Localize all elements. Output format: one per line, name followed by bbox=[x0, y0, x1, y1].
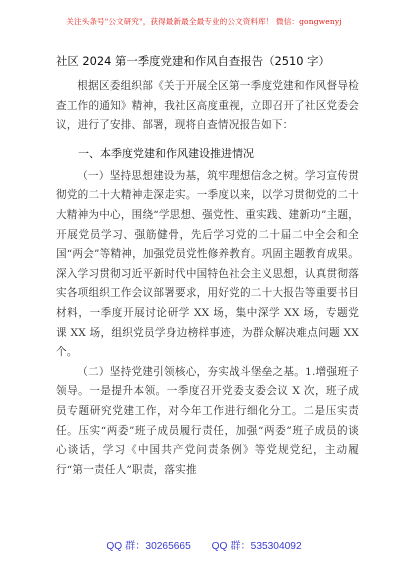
document-body bbox=[56, 53, 359, 480]
body-paragraph-1: （一）坚持思想建设为基，筑牢理想信念之树。学习宣传贯彻党的二十大精神走深走实。一季度以来，以学习贯彻党的二十大精神为中心，围绕“学思想、强党性、重实践、建新功”主题，开展党员学习、强筋健骨，先后学习党的二十届二中全会和全国“两会”等精神，加强党员党性修养教育。巩固主题教育成果。深入学习贯彻习近平新时代中国特色社会主义思想，认真贯彻落实各项组织工作会议部署要求，用好党的二十大报告等重要书目材料，一季度开展讨论研学 XX 场，集中深学 XX 场，专题党课 XX 场，组织党员学身边榜样事迹，为群众解决难点问题 XX 个。 bbox=[56, 169, 359, 359]
document-title: 社区 2024 第一季度党建和作风自查报告（2510 字） bbox=[56, 54, 330, 68]
promo-banner: 关注头条号"公文研究"，获得最新最全最专业的公文资料库！ 微信：gongwenyj bbox=[66, 17, 342, 26]
footer-qq-group-1: QQ 群：30265665 bbox=[106, 541, 191, 552]
footer bbox=[0, 537, 408, 552]
footer-qq-group-2: QQ 群：535304092 bbox=[211, 541, 302, 552]
section-heading: 一、本季度党建和作风建设推进情况 bbox=[78, 146, 254, 160]
body-paragraph-2: （二）坚持党建引领核心，夯实战斗堡垒之基。1.增强班子领导。一是提升本领。一季度召开党委支委会议 X 次，班子成员专题研究党建工作，对今年工作进行细化分工。二是压实责任。压实“两委”班子成员履行责任，加强“两委”班子成员的谈心谈话，学习《中国共产党问责条例》等党规党纪，主动履行“第一责任人”职责，落实推 bbox=[56, 365, 359, 476]
intro-paragraph: 根据区委组织部《关于开展全区第一季度党建和作风督导检查工作的通知》精神，我社区高度重视，立即召开了社区党委会议，进行了安排、部署，现将自查情况报告如下： bbox=[56, 80, 359, 132]
